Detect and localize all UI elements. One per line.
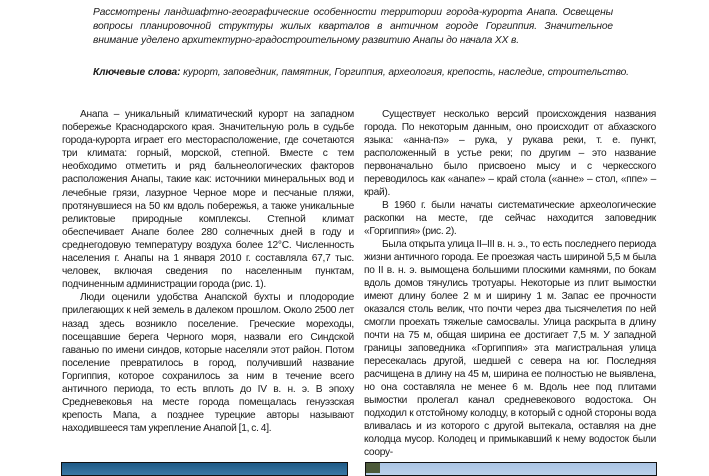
paragraph: В 1960 г. были начаты систематические археологические раскопки на месте, где сейчас находится заповедник «Горгиппия» (рис. 2). bbox=[364, 200, 656, 237]
keywords-label: Ключевые слова: bbox=[93, 67, 181, 78]
figure-1-image bbox=[61, 462, 348, 476]
figure-2-image bbox=[365, 462, 657, 476]
keywords bbox=[93, 66, 633, 80]
paragraph: Существует несколько версий происхождения названия города. По некоторым данным, оно происходит от абхазского языка: «анна-пэ» – рука, у рукава реки, т. е. пункт, расположенный в устье реки; по другим – это название первоначально было присвоено мысу и с черкесского переводилось как «анапе» – край стола («анне» – стол, «ппе» – край). bbox=[364, 109, 656, 198]
tree-image-detail bbox=[366, 463, 380, 473]
paragraph: Люди оценили удобства Анапской бухты и плодородие прилегающих к ней земель в далеком прошлом. Около 2500 лет назад здесь возникло поселение. Греческие мореходы, посещавшие берега Черного моря, назвали его Синдской гаванью по имени синдов, которые населяли этот район. Потом поселение превратилось в город, получивший название Горгиппия, которое сохранилось за ним в течение всего античного периода, то есть вплоть до IV в. н. э. В эпоху Средневековья на месте города помещалась генуэзская крепость Мапа, а позднее турецкие авторы называют находившееся там укрепление Анапой [1, с. 4]. bbox=[62, 292, 354, 435]
abstract: Рассмотрены ландшафтно-географические особенности территории города-курорта Анапа. Освещены вопросы планировочной структуры жилых кварталов в античном городе Горгиппия. Значительное внимание уделено архитектурно-градостроительному развитию Анапы до начала XX в. bbox=[93, 7, 613, 46]
paragraph: Анапа – уникальный климатический курорт на западном побережье Краснодарского края. Значительную роль в судьбе города-курорта играет его месторасположение, где сочетаются три климата: горный, морской, степной. Вместе с тем необходимо отметить и ряд бальнеологических факторов расположения Анапы, такие как: источники минеральных вод и лечебные грязи, лазурное Черное море и песчаные пляжи, протянувшиеся на 50 км вдоль побережья, а также уникальные реликтовые природные комплексы. Степной климат обеспечивает Анапе более 280 солнечных дней в году и среднегодовую температуру воздуха более 12°С. Численность населения г. Анапы на 1 января 2010 г. составляла 67,7 тыс. человек, включая сведения по населенным пунктам, подчиненным администрации города (рис. 1). bbox=[62, 109, 354, 291]
left-column bbox=[62, 108, 354, 435]
paragraph: Была открыта улица II–III в. н. э., то есть последнего периода жизни античного города. Ее проезжая часть шириной 5,5 м была по II в. н. э. вымощена большими плоскими камнями, по бокам вдоль домов тянулись тротуары. Некоторые из плит вымостки имеют длину более 2 м и ширину 1 м. Запас ее прочности оказался столь велик, что почти через два тысячелетия по ней смогли проехать тяжелые самосвалы. Улица раскрыта в длину почти на 75 м, общая ширина ее достигает 7,5 м. У западной границы заповедника «Горгиппия» эта магистральная улица пересекалась другой, шедшей с севера на юг. Последняя расчищена в длину на 45 м, ширина ее полностью не выявлена, но она составляла не менее 6 м. Вдоль нее под плитами вымостки пролегал канал средневекового водостока. Он подходил к отстойному колодцу, в который с одной стороны вода вливалась и из которого с другой вытекала, оставляя на дне колодца мусор. Колодец и примыкавший к нему водосток были соору- bbox=[364, 239, 656, 458]
keywords-text: курорт, заповедник, памятник, Горгиппия, археология, крепость, наследие, строительство. bbox=[180, 67, 629, 78]
right-column bbox=[364, 108, 656, 459]
